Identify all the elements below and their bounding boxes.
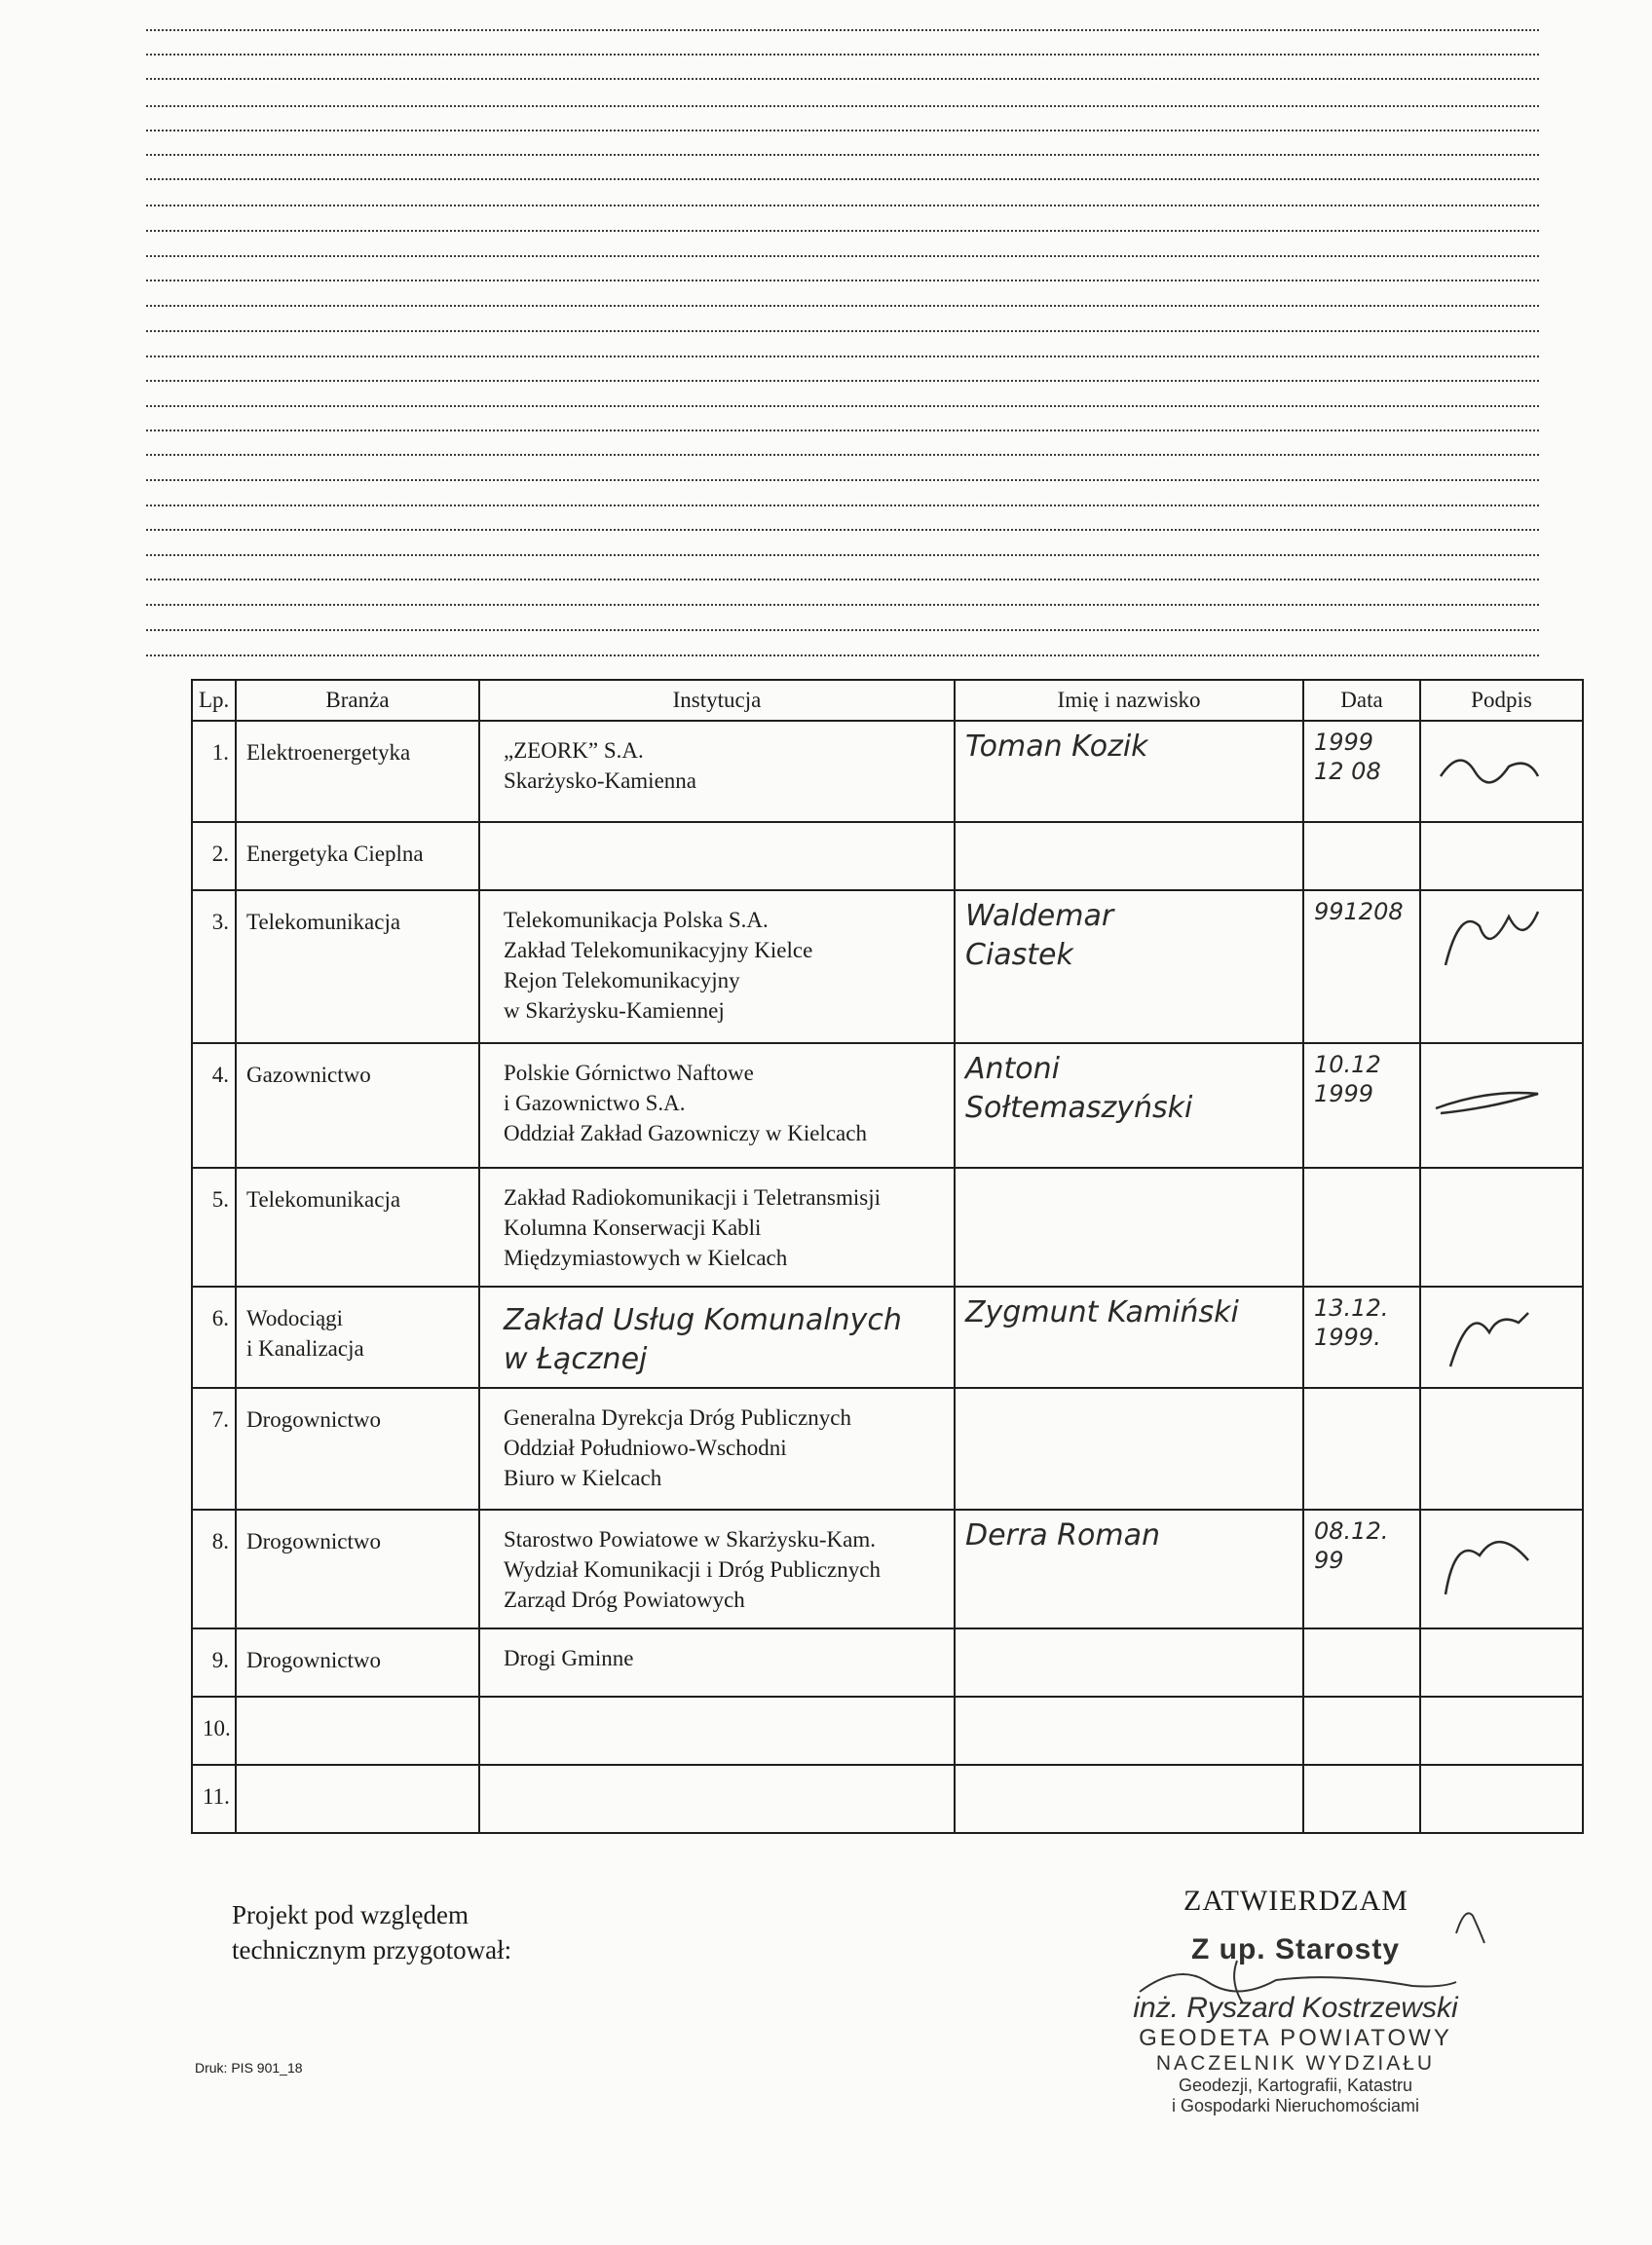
- instytucja-cell-line: Biuro w Kielcach: [504, 1466, 662, 1490]
- header-lp: Lp.: [192, 680, 236, 721]
- branza-cell-line: Gazownictwo: [246, 1063, 371, 1087]
- data-cell: [1303, 822, 1420, 890]
- dotted-line: [146, 178, 1539, 180]
- imie-nazwisko-cell: [955, 1510, 1303, 1628]
- table-row: [192, 1388, 1583, 1510]
- branza-cell-line: Wodociągi: [246, 1306, 344, 1330]
- branza-cell: [236, 1388, 479, 1510]
- dotted-writing-lines: [146, 0, 1539, 682]
- instytucja-cell: [479, 822, 955, 890]
- podpis-cell: [1420, 890, 1583, 1043]
- branza-cell-line: Elektroenergetyka: [246, 740, 411, 765]
- imie-nazwisko-cell-line: Zygmunt Kamiński: [965, 1295, 1239, 1329]
- data-cell-line: 10.12: [1314, 1051, 1381, 1078]
- stamp-line-1: Z up. Starosty: [1190, 1933, 1401, 1965]
- signature-icon: [1431, 1293, 1548, 1381]
- table-row: [192, 890, 1583, 1043]
- instytucja-cell: [479, 890, 955, 1043]
- table-row: [192, 1697, 1583, 1765]
- instytucja-cell-line: Rejon Telekomunikacyjny: [504, 968, 740, 992]
- signature-icon: [1431, 897, 1548, 985]
- signature-icon: [1431, 1050, 1548, 1138]
- row-number: 3.: [192, 890, 236, 1043]
- data-cell-line: 12 08: [1314, 758, 1381, 785]
- podpis-cell: [1420, 822, 1583, 890]
- data-cell: [1303, 1510, 1420, 1628]
- instytucja-cell-line: Międzymiastowych w Kielcach: [504, 1246, 788, 1270]
- dotted-line: [146, 105, 1539, 107]
- data-cell: [1303, 1628, 1420, 1697]
- row-number: 11.: [192, 1765, 236, 1833]
- row-number: 2.: [192, 822, 236, 890]
- imie-nazwisko-cell: [955, 822, 1303, 890]
- instytucja-cell-line: w Skarżysku-Kamiennej: [504, 998, 725, 1023]
- dotted-line: [146, 380, 1539, 382]
- branza-cell: [236, 1765, 479, 1833]
- imie-nazwisko-cell: [955, 1697, 1303, 1765]
- branza-cell: [236, 1697, 479, 1765]
- dotted-line: [146, 629, 1539, 631]
- official-stamp: [1120, 1933, 1471, 2116]
- podpis-cell: [1420, 1043, 1583, 1168]
- instytucja-cell-line: Polskie Górnictwo Naftowe: [504, 1061, 754, 1085]
- data-cell: [1303, 1043, 1420, 1168]
- table-row: [192, 721, 1583, 822]
- data-cell: [1303, 1765, 1420, 1833]
- branza-cell-line: i Kanalizacja: [246, 1336, 364, 1361]
- row-number: 10.: [192, 1697, 236, 1765]
- dotted-line: [146, 454, 1539, 456]
- dotted-line: [146, 405, 1539, 407]
- imie-nazwisko-cell: [955, 1168, 1303, 1287]
- instytucja-cell: [479, 1765, 955, 1833]
- instytucja-cell-line: „ZEORK” S.A.: [504, 738, 644, 763]
- row-number: 6.: [192, 1287, 236, 1388]
- imie-nazwisko-cell: [955, 721, 1303, 822]
- data-cell: [1303, 1388, 1420, 1510]
- print-code: Druk: PIS 901_18: [195, 2060, 303, 2076]
- header-imie-nazwisko: Imię i nazwisko: [955, 680, 1303, 721]
- branza-cell: [236, 721, 479, 822]
- imie-nazwisko-cell: [955, 1628, 1303, 1697]
- podpis-cell: [1420, 1168, 1583, 1287]
- stamp-line-5: Geodezji, Kartografii, Katastru: [1178, 2076, 1413, 2095]
- dotted-line: [146, 305, 1539, 307]
- table-row: [192, 1628, 1583, 1697]
- branza-cell-line: Drogownictwo: [246, 1529, 381, 1553]
- data-cell: [1303, 890, 1420, 1043]
- instytucja-cell: [479, 1388, 955, 1510]
- branza-cell-line: Telekomunikacja: [246, 1187, 401, 1212]
- row-number: 4.: [192, 1043, 236, 1168]
- header-podpis: Podpis: [1420, 680, 1583, 721]
- dotted-line: [146, 130, 1539, 131]
- instytucja-cell: [479, 1697, 955, 1765]
- imie-nazwisko-cell: [955, 1765, 1303, 1833]
- header-branza: Branża: [236, 680, 479, 721]
- dotted-line: [146, 230, 1539, 232]
- imie-nazwisko-cell-line: Derra Roman: [965, 1518, 1160, 1553]
- stamp-line-3: GEODETA POWIATOWY: [1139, 2025, 1452, 2051]
- branza-cell: [236, 1043, 479, 1168]
- podpis-cell: [1420, 1697, 1583, 1765]
- instytucja-cell-line: Kolumna Konserwacji Kabli: [504, 1216, 762, 1240]
- instytucja-cell-line: Zakład Radiokomunikacji i Teletransmisji: [504, 1185, 881, 1210]
- dotted-line: [146, 54, 1539, 56]
- header-data: Data: [1303, 680, 1420, 721]
- dotted-line: [146, 355, 1539, 357]
- row-number: 9.: [192, 1628, 236, 1697]
- row-number: 1.: [192, 721, 236, 822]
- dotted-line: [146, 78, 1539, 80]
- dotted-line: [146, 529, 1539, 531]
- instytucja-cell-line: Wydział Komunikacji i Dróg Publicznych: [504, 1557, 881, 1582]
- instytucja-cell-line: Oddział Południowo-Wschodni: [504, 1436, 787, 1460]
- branza-cell: [236, 822, 479, 890]
- dotted-line: [146, 579, 1539, 580]
- dotted-line: [146, 430, 1539, 431]
- header-instytucja: Instytucja: [479, 680, 955, 721]
- row-number: 5.: [192, 1168, 236, 1287]
- instytucja-cell-line: Telekomunikacja Polska S.A.: [504, 908, 769, 932]
- table-row: [192, 1043, 1583, 1168]
- dotted-line: [146, 655, 1539, 656]
- dotted-line: [146, 255, 1539, 257]
- podpis-cell: [1420, 721, 1583, 822]
- dotted-line: [146, 554, 1539, 556]
- table-row: [192, 1287, 1583, 1388]
- branza-cell-line: Telekomunikacja: [246, 910, 401, 934]
- branza-cell: [236, 1287, 479, 1388]
- instytucja-cell-line: Zakład Usług Komunalnych: [504, 1303, 902, 1337]
- dotted-line: [146, 479, 1539, 481]
- imie-nazwisko-cell-line: Toman Kozik: [965, 730, 1148, 764]
- imie-nazwisko-cell: [955, 1043, 1303, 1168]
- podpis-cell: [1420, 1628, 1583, 1697]
- table-row: [192, 1168, 1583, 1287]
- stamp-line-2: inż. Ryszard Kostrzewski: [1133, 1992, 1458, 2024]
- podpis-cell: [1420, 1287, 1583, 1388]
- branza-cell-line: Drogownictwo: [246, 1407, 381, 1432]
- imie-nazwisko-cell: [955, 1287, 1303, 1388]
- data-cell-line: 13.12.: [1314, 1294, 1389, 1322]
- instytucja-cell: [479, 1628, 955, 1697]
- instytucja-cell-line: i Gazownictwo S.A.: [504, 1091, 686, 1115]
- data-cell: [1303, 721, 1420, 822]
- imie-nazwisko-cell: [955, 890, 1303, 1043]
- dotted-line: [146, 29, 1539, 31]
- dotted-line: [146, 330, 1539, 332]
- table-row: [192, 1765, 1583, 1833]
- instytucja-cell: [479, 1287, 955, 1388]
- data-cell-line: 1999: [1314, 1080, 1374, 1107]
- data-cell-line: 99: [1314, 1547, 1344, 1574]
- stamp-line-6: i Gospodarki Nieruchomościami: [1171, 2096, 1420, 2115]
- table-header-row: [192, 680, 1583, 721]
- branza-cell-line: Drogownictwo: [246, 1648, 381, 1672]
- data-cell: [1303, 1287, 1420, 1388]
- instytucja-cell: [479, 1168, 955, 1287]
- row-number: 7.: [192, 1388, 236, 1510]
- signature-icon: [1431, 1516, 1548, 1604]
- data-cell-line: 991208: [1314, 898, 1404, 925]
- podpis-cell: [1420, 1765, 1583, 1833]
- data-cell-line: 08.12.: [1314, 1517, 1389, 1545]
- instytucja-cell-line: w Łącznej: [504, 1342, 648, 1376]
- instytucja-cell: [479, 1043, 955, 1168]
- imie-nazwisko-cell-line: Waldemar: [965, 899, 1114, 933]
- branza-cell: [236, 1628, 479, 1697]
- data-cell: [1303, 1168, 1420, 1287]
- instytucja-cell-line: Skarżysko-Kamienna: [504, 768, 696, 793]
- imie-nazwisko-cell: [955, 1388, 1303, 1510]
- dotted-line: [146, 154, 1539, 156]
- agreement-table: [191, 679, 1584, 1834]
- instytucja-cell-line: Zakład Telekomunikacyjny Kielce: [504, 938, 813, 962]
- branza-cell: [236, 1168, 479, 1287]
- imie-nazwisko-cell-line: Sołtemaszyński: [965, 1091, 1193, 1125]
- row-number: 8.: [192, 1510, 236, 1628]
- dotted-line: [146, 205, 1539, 206]
- dotted-line: [146, 604, 1539, 606]
- dotted-line: [146, 505, 1539, 506]
- instytucja-cell-line: Generalna Dyrekcja Dróg Publicznych: [504, 1405, 851, 1430]
- instytucja-cell-line: Zarząd Dróg Powiatowych: [504, 1588, 745, 1612]
- instytucja-cell-line: Oddział Zakład Gazowniczy w Kielcach: [504, 1121, 867, 1145]
- instytucja-cell: [479, 721, 955, 822]
- branza-cell: [236, 1510, 479, 1628]
- podpis-cell: [1420, 1510, 1583, 1628]
- instytucja-cell-line: Drogi Gminne: [504, 1646, 634, 1670]
- table-row: [192, 822, 1583, 890]
- prepared-by-line-1: Projekt pod względem: [232, 1900, 469, 1929]
- branza-cell: [236, 890, 479, 1043]
- podpis-cell: [1420, 1388, 1583, 1510]
- approval-heading: ZATWIERDZAM: [1183, 1885, 1408, 1917]
- imie-nazwisko-cell-line: Antoni: [965, 1052, 1061, 1086]
- instytucja-cell-line: Starostwo Powiatowe w Skarżysku-Kam.: [504, 1527, 877, 1552]
- prepared-by-line-2: technicznym przygotował:: [232, 1935, 512, 1964]
- signature-icon: [1431, 728, 1548, 815]
- branza-cell-line: Energetyka Cieplna: [246, 842, 424, 866]
- data-cell-line: 1999.: [1314, 1324, 1381, 1351]
- imie-nazwisko-cell-line: Ciastek: [965, 938, 1073, 972]
- data-cell-line: 1999: [1314, 729, 1374, 756]
- stamp-line-4: NACZELNIK WYDZIAŁU: [1155, 2052, 1436, 2075]
- data-cell: [1303, 1697, 1420, 1765]
- prepared-by-note: [232, 1897, 511, 1967]
- table-row: [192, 1510, 1583, 1628]
- dotted-line: [146, 280, 1539, 281]
- instytucja-cell: [479, 1510, 955, 1628]
